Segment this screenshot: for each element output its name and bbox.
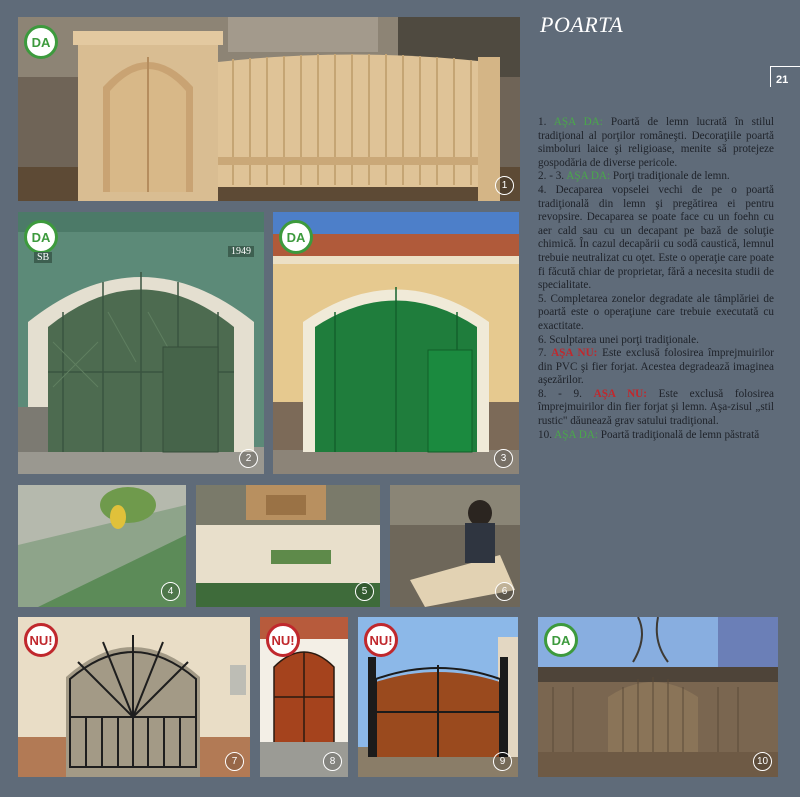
da-badge: DA: [24, 25, 58, 59]
caption-text: [538, 116, 774, 442]
tag-good: AŞA DA:: [553, 116, 603, 128]
photo-number: 5: [355, 582, 374, 601]
page-number: 21: [776, 74, 789, 86]
plaque-year: 1949: [228, 246, 254, 257]
caption-item-8-9: 8. - 9. AŞA NU: Este exclusă folosirea împrejmuirilor din fier forjat şi lemn. Aşa-zisul „stil rustic" dăunează grav satului tradiţional.: [538, 387, 774, 428]
photo-10-preserved-gate: [538, 617, 778, 777]
nu-badge: NU!: [364, 623, 398, 657]
photo-number: 3: [494, 449, 513, 468]
nu-badge: NU!: [24, 623, 58, 657]
photo-9-iron-wood-gate: [358, 617, 518, 777]
tag-bad: AŞA NU:: [551, 347, 598, 360]
plaque-initials: SB: [34, 252, 52, 263]
da-badge: DA: [279, 220, 313, 254]
tag-good: AŞA DA:: [566, 170, 611, 183]
tag-bad: AŞA NU:: [593, 387, 647, 400]
photo-8-rustic-gate: [260, 617, 348, 777]
photo-number: 10: [753, 752, 772, 771]
photo-5-joinery-repair: [196, 485, 380, 607]
caption-item-6: 6. Sculptarea unei porţi tradiţionale.: [538, 333, 699, 346]
da-badge: DA: [24, 220, 58, 254]
da-badge: DA: [544, 623, 578, 657]
page-number-frame: [770, 66, 800, 67]
caption-item-5: 5. Completarea zonelor degradate ale tâmplăriei de poartă este o operaţiune care trebuie executată cu exactitate.: [538, 292, 774, 332]
photo-1-wooden-gate: [18, 17, 520, 201]
nu-badge: NU!: [266, 623, 300, 657]
caption-item-1: 1. AŞA DA: Poartă de lemn lucrată în stilul tradiţional al porţilor româneşti. Decoraţiile poartă simboluri laice şi religioase, menite să protejeze gospodăria de diverse pericole.: [538, 116, 775, 169]
caption-item-2-3: 2. - 3. AŞA DA: Porţi tradiţionale de lemn.: [538, 170, 730, 183]
caption-item-7: 7. AŞA NU: Este exclusă folosirea împrejmuirilor din PVC şi fier forjat. Acestea degradează imaginea aşezărilor.: [538, 347, 774, 387]
photo-number: 8: [323, 752, 342, 771]
photo-3-green-gate: [273, 212, 519, 474]
photo-number: 1: [495, 176, 514, 195]
photo-number: 7: [225, 752, 244, 771]
caption-item-10: 10. AŞA DA: Poartă tradiţională de lemn păstrată: [538, 428, 760, 441]
photo-number: 9: [493, 752, 512, 771]
page-title: POARTA: [540, 12, 624, 37]
photo-2-green-gate-1949: [18, 212, 264, 474]
photo-number: 6: [495, 582, 514, 601]
photo-number: 4: [161, 582, 180, 601]
tag-good: AŞA DA:: [554, 428, 598, 441]
caption-item-4: 4. Decaparea vopselei vechi de pe o poartă tradiţională din lemn şi pregătirea ei pentru revopsire. Decaparea se poate face cu un foehn cu aer cald sau cu un decapant pe bază de soluţie chimică. În cazul decapării cu sodă caustică, lemnul trebuie neutralizat cu oţet. Este o operaţie care poate fi făcută chiar de proprietar, fără a necesita studii de specialitate.: [538, 183, 774, 292]
photo-4-paint-stripping: [18, 485, 186, 607]
photo-6-carving: [390, 485, 520, 607]
photo-7-iron-gate: [18, 617, 250, 777]
photo-number: 2: [239, 449, 258, 468]
